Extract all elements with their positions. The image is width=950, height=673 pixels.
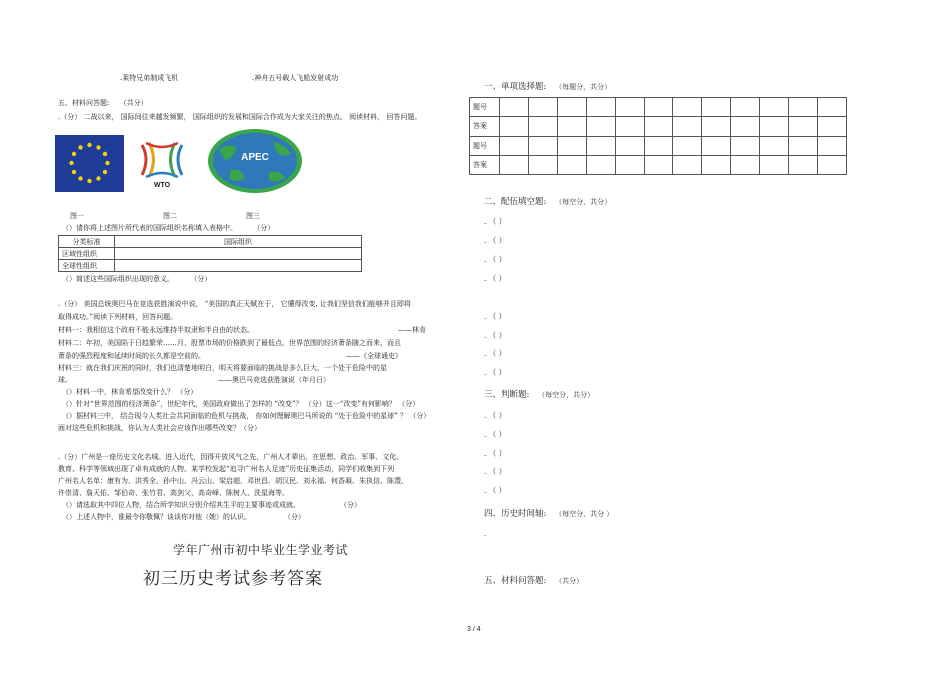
q2-line: 面对这些危机和挑战，你认为人类社会应该作出哪些改变？（分） [58, 424, 261, 432]
section3-heading [484, 388, 594, 400]
grid-answer-cell[interactable] [673, 155, 702, 174]
blank-answer-line[interactable]: . （ ） [484, 449, 507, 458]
table-cell: 全球性组织 [59, 260, 115, 272]
q3-line: 广州名人名单：康有为、洪秀全、孙中山、冯云山、梁启超、邓世昌、胡汉民、刘永福、何香凝、朱执信、陈澧、 [58, 477, 408, 485]
grid-answer-cell[interactable] [644, 155, 673, 174]
figure-label-3: 图三 [246, 212, 260, 220]
grid-answer-cell[interactable] [817, 136, 846, 155]
section5-answer-note: （共分） [555, 577, 584, 585]
grid-answer-cell[interactable] [557, 117, 586, 136]
apec-logo-image [207, 128, 303, 194]
grid-answer-cell[interactable] [731, 117, 760, 136]
q1-sub1-score: （分） [253, 224, 275, 232]
grid-answer-cell[interactable] [702, 117, 731, 136]
blank-answer-line[interactable]: . （ ） [484, 312, 507, 321]
q2-line: .（分） 美国总统奥巴马在竞选获胜演说中说， “美国的真正天赋在于， 它懂得改变, 让我们坚信我们能够并且即将 [58, 300, 411, 308]
q2-line: 球。 [58, 376, 72, 384]
q1-sub1 [62, 222, 274, 235]
grid-answer-cell[interactable] [557, 136, 586, 155]
q2-line: 取得成功。”阅读下列材料，回答问题。 [58, 313, 178, 321]
grid-answer-cell[interactable] [731, 98, 760, 117]
grid-answer-cell[interactable] [644, 98, 673, 117]
blank-answer-line[interactable]: . （ ） [484, 411, 507, 420]
q3-line: （）上述人物中，谁最令你敬佩？谈谈你对他（她）的认识。 [62, 513, 251, 521]
wto-logo-icon [136, 137, 188, 183]
section1-heading [484, 80, 611, 92]
grid-answer-cell[interactable] [731, 136, 760, 155]
figure-label-1: 图一 [70, 212, 84, 220]
page-title-line2: 初三历史考试参考答案 [143, 569, 323, 589]
grid-answer-cell[interactable] [673, 136, 702, 155]
blank-answer-line[interactable]: . （ ） [484, 217, 507, 226]
grid-answer-cell[interactable] [528, 117, 557, 136]
q2-line: 材料一：我相信这个政府不能永远维持半奴隶和半自由的状态。 [58, 326, 254, 334]
grid-answer-cell[interactable] [673, 98, 702, 117]
apec-logo-text: APEC [241, 152, 269, 163]
section4-heading-text: 四、历史时间轴: [484, 509, 547, 519]
answer-cell[interactable] [115, 248, 362, 260]
grid-answer-cell[interactable] [500, 98, 529, 117]
q2-source: ——《全球通史》 [346, 352, 402, 360]
blank-answer-line[interactable]: . （ ） [484, 274, 507, 283]
blank-answer-line[interactable]: . （ ） [484, 467, 507, 476]
grid-answer-cell[interactable] [644, 136, 673, 155]
section2-heading [484, 195, 611, 207]
grid-answer-cell[interactable] [557, 98, 586, 117]
q2-source: ——林肯 [398, 326, 426, 334]
q2-line: 萧条的强烈程度和延续时间的长久都是空前的。 [58, 352, 205, 360]
answer-cell[interactable] [115, 260, 362, 272]
grid-answer-cell[interactable] [557, 155, 586, 174]
q1-intro: .（分） 二战以来， 国际间往来越发频繁， 国际组织的发展和国际合作成为大家关注的焦点。 阅读材料， 回答问题。 [58, 113, 422, 121]
q1-sub1-text: （）请你将上述图片所代表的国际组织名称填入表格中。 [62, 224, 237, 232]
blank-answer-line[interactable]: . （ ） [484, 368, 507, 377]
blank-answer-line[interactable]: . （ ） [484, 331, 507, 340]
grid-answer-cell[interactable] [789, 117, 818, 136]
table-header-cell: 分类标准 [59, 236, 115, 248]
table-cell: 区域性组织 [59, 248, 115, 260]
q2-source: ——奥巴马竞选获胜演说（年月日） [218, 376, 330, 384]
q2-line: 材料二：年初，美国陷于日趋繁荣……月，股票市场的价格跌到了最低点，世界范围的经济萧条随之而来，而且 [58, 339, 401, 347]
grid-answer-cell[interactable] [789, 98, 818, 117]
grid-answer-cell[interactable] [673, 117, 702, 136]
grid-answer-cell[interactable] [528, 155, 557, 174]
blank-answer-line[interactable]: . （ ） [484, 430, 507, 439]
q3-line: （）请选取其中四位人物，结合所学知识分别介绍其生平的主要事迹或成就。 [62, 501, 300, 509]
grid-answer-cell[interactable] [789, 136, 818, 155]
q3-score: （分） [340, 501, 361, 509]
wto-logo-text: WTO [153, 182, 171, 189]
grid-row-label: 答案 [470, 155, 500, 174]
page-title-line1: 学年广州市初中毕业生学业考试 [173, 543, 349, 557]
grid-answer-cell[interactable] [644, 117, 673, 136]
q2-line: 材料三：就在我们庆祝的同时，我们也清楚地明白，明天将要面临的挑战是多么巨大，一个处于危险中的星 [58, 364, 387, 372]
grid-answer-cell[interactable] [760, 117, 789, 136]
q3-line: .（分）广州是一座历史文化名城。进入近代，因得开放风气之先，广州人才辈出，在思想、政治、军事、文化、 [58, 453, 404, 461]
grid-answer-cell[interactable] [702, 155, 731, 174]
section2-note: （每空分，共分） [555, 198, 612, 206]
grid-answer-cell[interactable] [760, 155, 789, 174]
section5-heading-text: 五、材料问答题: [58, 99, 110, 107]
section4-note: （每空分，共分 ） [555, 510, 614, 518]
q3-score: （分） [284, 513, 305, 521]
section1-heading-text: 一、单项选择题: [484, 82, 547, 92]
grid-row [470, 117, 847, 136]
grid-answer-cell[interactable] [500, 136, 529, 155]
grid-answer-cell[interactable] [702, 136, 731, 155]
page-number: 3 / 4 [467, 626, 481, 633]
section4-heading [484, 507, 613, 519]
grid-answer-cell[interactable] [702, 98, 731, 117]
q3-line: 许崇清、詹天佑、邹伯奇、张竹君、高剑父、高奇峰、陈树人、洗星海等。 [58, 489, 289, 497]
section3-heading-text: 三、判断题: [484, 390, 530, 400]
wto-logo-image [136, 137, 188, 195]
grid-answer-cell[interactable] [615, 117, 644, 136]
q2-line: （）据材料三中， 结合现今人类社会共同面临的危机与挑战， 你如何理解奥巴马所说的 “处于危险中的星球” ？ （分） [62, 412, 431, 420]
blank-answer-line[interactable]: . （ ） [484, 349, 507, 358]
grid-row [470, 98, 847, 117]
q2-line: （）针对“世界范围的经济萧条”，世纪年代，美国政府做出了怎样的 “改变”？ （分）这一“改变”有何影响？ （分） [62, 400, 420, 408]
blank-answer-line[interactable]: . （ ） [484, 255, 507, 264]
figure-label-2: 图二 [163, 212, 177, 220]
timeline-answer-dot: . [484, 530, 487, 538]
grid-answer-cell[interactable] [760, 98, 789, 117]
blank-answer-line[interactable]: . （ ） [484, 486, 507, 495]
q1-sub2-text: （）简述这些国际组织出现的意义。 [62, 275, 174, 283]
q3-line: 教育、科学等领域出现了卓有成就的人物。某学校发起“追寻广州名人足迹”历史征集活动，同学们收集到下列 [58, 465, 395, 473]
org-classification-table [58, 235, 362, 272]
grid-row [470, 136, 847, 155]
grid-row-label: 题号 [470, 98, 500, 117]
table-row [59, 260, 362, 272]
grid-answer-cell[interactable] [760, 136, 789, 155]
grid-answer-cell[interactable] [817, 98, 846, 117]
top-line-item-1: .莱特兄弟制成飞机 [120, 74, 179, 82]
grid-answer-cell[interactable] [731, 155, 760, 174]
grid-row [470, 155, 847, 174]
grid-answer-cell[interactable] [615, 136, 644, 155]
grid-answer-cell[interactable] [817, 155, 846, 174]
grid-answer-cell[interactable] [500, 155, 529, 174]
section5-heading-score: （共分） [119, 99, 148, 107]
section1-note: （每题分，共分） [555, 83, 612, 91]
q2-line: （）材料一中，林肯希望改变什么？ （分） [62, 388, 198, 396]
grid-answer-cell[interactable] [789, 155, 818, 174]
grid-answer-cell[interactable] [615, 155, 644, 174]
table-row [59, 248, 362, 260]
blank-answer-line[interactable]: . （ ） [484, 236, 507, 245]
grid-answer-cell[interactable] [586, 117, 615, 136]
section5-heading [58, 97, 148, 110]
top-line-item-2: .神舟五号载人飞船发射成功 [252, 74, 339, 82]
table-header-cell: 国际组织 [115, 236, 362, 248]
grid-answer-cell[interactable] [586, 98, 615, 117]
grid-answer-cell[interactable] [528, 98, 557, 117]
grid-answer-cell[interactable] [528, 136, 557, 155]
eu-stars-icon [55, 135, 124, 192]
grid-answer-cell[interactable] [817, 117, 846, 136]
grid-answer-cell[interactable] [500, 117, 529, 136]
grid-row-label: 答案 [470, 117, 500, 136]
section3-note: （每空分，共分） [538, 391, 595, 399]
section5-answer-heading [484, 574, 583, 586]
answer-grid [469, 97, 847, 175]
eu-flag-image [55, 135, 124, 192]
grid-row-label: 题号 [470, 136, 500, 155]
q1-sub2-score: （分） [190, 275, 212, 283]
table-row [59, 236, 362, 248]
q1-sub2 [62, 273, 211, 286]
section2-heading-text: 二、配伍填空题: [484, 197, 547, 207]
grid-answer-cell[interactable] [615, 98, 644, 117]
grid-answer-cell[interactable] [586, 136, 615, 155]
grid-answer-cell[interactable] [586, 155, 615, 174]
section5-answer-heading-text: 五、材料问答题: [484, 576, 547, 586]
